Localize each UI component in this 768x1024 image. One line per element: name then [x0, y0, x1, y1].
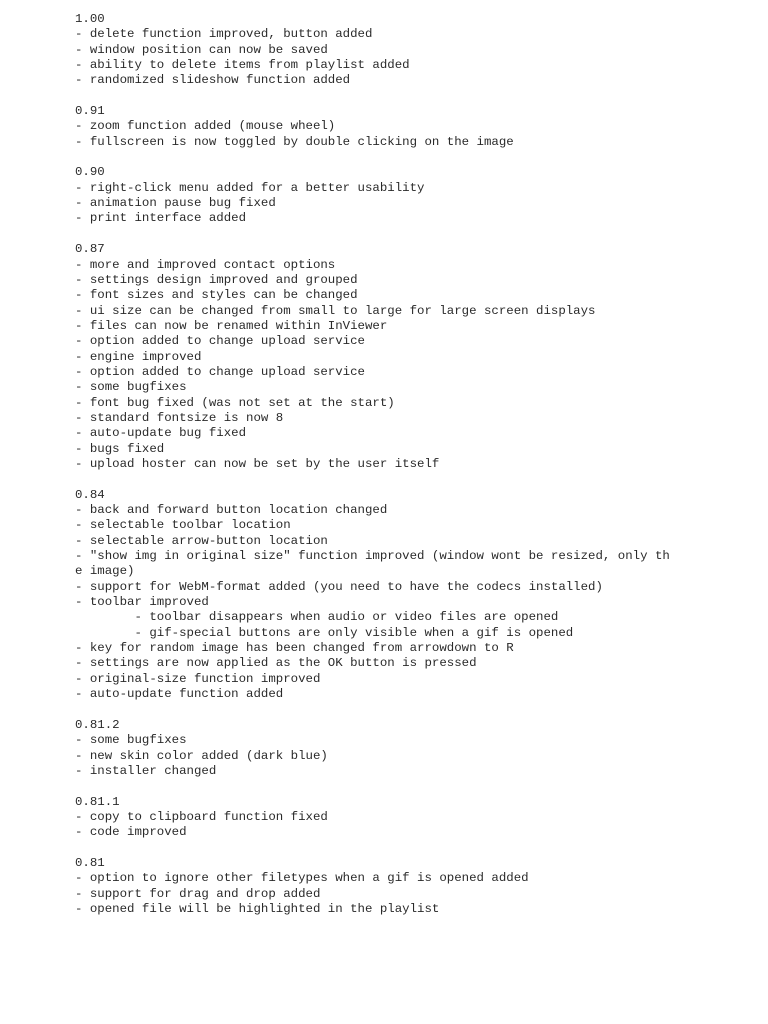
- changelog-entry: - font bug fixed (was not set at the start): [75, 395, 395, 410]
- changelog-entry: - standard fontsize is now 8: [75, 410, 284, 425]
- changelog-entry: - files can now be renamed within InViewer: [75, 318, 388, 333]
- changelog-entry: - settings design improved and grouped: [75, 272, 358, 287]
- changelog-entry: - "show img in original size" function improved (window wont be resized, only th: [75, 549, 670, 564]
- changelog-entry: - option added to change upload service: [75, 364, 365, 379]
- changelog-entry: e image): [75, 564, 135, 579]
- version-heading: 0.81: [75, 855, 105, 870]
- version-heading: 0.90: [75, 165, 105, 180]
- changelog-entry: - support for drag and drop added: [75, 886, 321, 901]
- changelog-entry: - back and forward button location changed: [75, 503, 388, 517]
- release-block: [75, 795, 755, 841]
- changelog-entry: - toolbar improved: [75, 595, 209, 610]
- version-heading: 0.81.1: [75, 794, 120, 809]
- release-block: [75, 104, 755, 150]
- changelog-entry: - copy to clipboard function fixed: [75, 809, 328, 824]
- changelog-entry: - settings are now applied as the OK button is pressed: [75, 656, 477, 671]
- version-heading: 0.91: [75, 104, 105, 119]
- release-block: [75, 12, 755, 89]
- changelog-entry: - toolbar disappears when audio or video files are opened: [75, 610, 559, 625]
- release-block: [75, 856, 755, 917]
- changelog-entry: - font sizes and styles can be changed: [75, 288, 358, 303]
- release-block: [75, 242, 755, 472]
- changelog-entry: - upload hoster can now be set by the user itself: [75, 456, 440, 471]
- changelog-entry: - auto-update bug fixed: [75, 426, 247, 441]
- changelog-entry: - ui size can be changed from small to large for large screen displays: [75, 303, 596, 318]
- changelog-entry: - auto-update function added: [75, 687, 284, 702]
- changelog-entry: - delete function improved, button added: [75, 27, 373, 42]
- changelog-entry: - some bugfixes: [75, 733, 187, 748]
- version-heading: 1.00: [75, 12, 105, 26]
- changelog-entry: - window position can now be saved: [75, 42, 328, 57]
- changelog-entry: - installer changed: [75, 763, 217, 778]
- version-heading: 0.81.2: [75, 717, 120, 732]
- changelog-entry: - selectable toolbar location: [75, 518, 291, 533]
- changelog-entry: - selectable arrow-button location: [75, 533, 328, 548]
- changelog-entry: - print interface added: [75, 211, 247, 226]
- changelog-entry: - animation pause bug fixed: [75, 196, 276, 211]
- release-block: [75, 165, 755, 226]
- changelog-entry: - option to ignore other filetypes when a gif is opened added: [75, 871, 529, 886]
- changelog-entry: - randomized slideshow function added: [75, 73, 351, 88]
- changelog-entry: - engine improved: [75, 349, 202, 364]
- changelog-entry: - zoom function added (mouse wheel): [75, 119, 336, 134]
- release-block: [75, 488, 755, 703]
- changelog-entry: - option added to change upload service: [75, 334, 365, 349]
- changelog-entry: - key for random image has been changed from arrowdown to R: [75, 641, 514, 656]
- changelog-entry: - opened file will be highlighted in the playlist: [75, 901, 440, 916]
- release-block: [75, 718, 755, 779]
- changelog-entry: - fullscreen is now toggled by double clicking on the image: [75, 134, 514, 149]
- changelog-entry: - gif-special buttons are only visible when a gif is opened: [75, 625, 574, 640]
- changelog-entry: - code improved: [75, 825, 187, 840]
- changelog-document: [75, 12, 755, 933]
- version-heading: 0.87: [75, 242, 105, 257]
- changelog-entry: - more and improved contact options: [75, 257, 336, 272]
- changelog-entry: - ability to delete items from playlist added: [75, 58, 410, 73]
- changelog-entry: - bugs fixed: [75, 441, 165, 456]
- changelog-entry: - new skin color added (dark blue): [75, 748, 328, 763]
- changelog-entry: - original-size function improved: [75, 671, 321, 686]
- changelog-entry: - support for WebM-format added (you need to have the codecs installed): [75, 579, 603, 594]
- changelog-entry: - right-click menu added for a better usability: [75, 180, 425, 195]
- changelog-entry: - some bugfixes: [75, 380, 187, 395]
- version-heading: 0.84: [75, 487, 105, 502]
